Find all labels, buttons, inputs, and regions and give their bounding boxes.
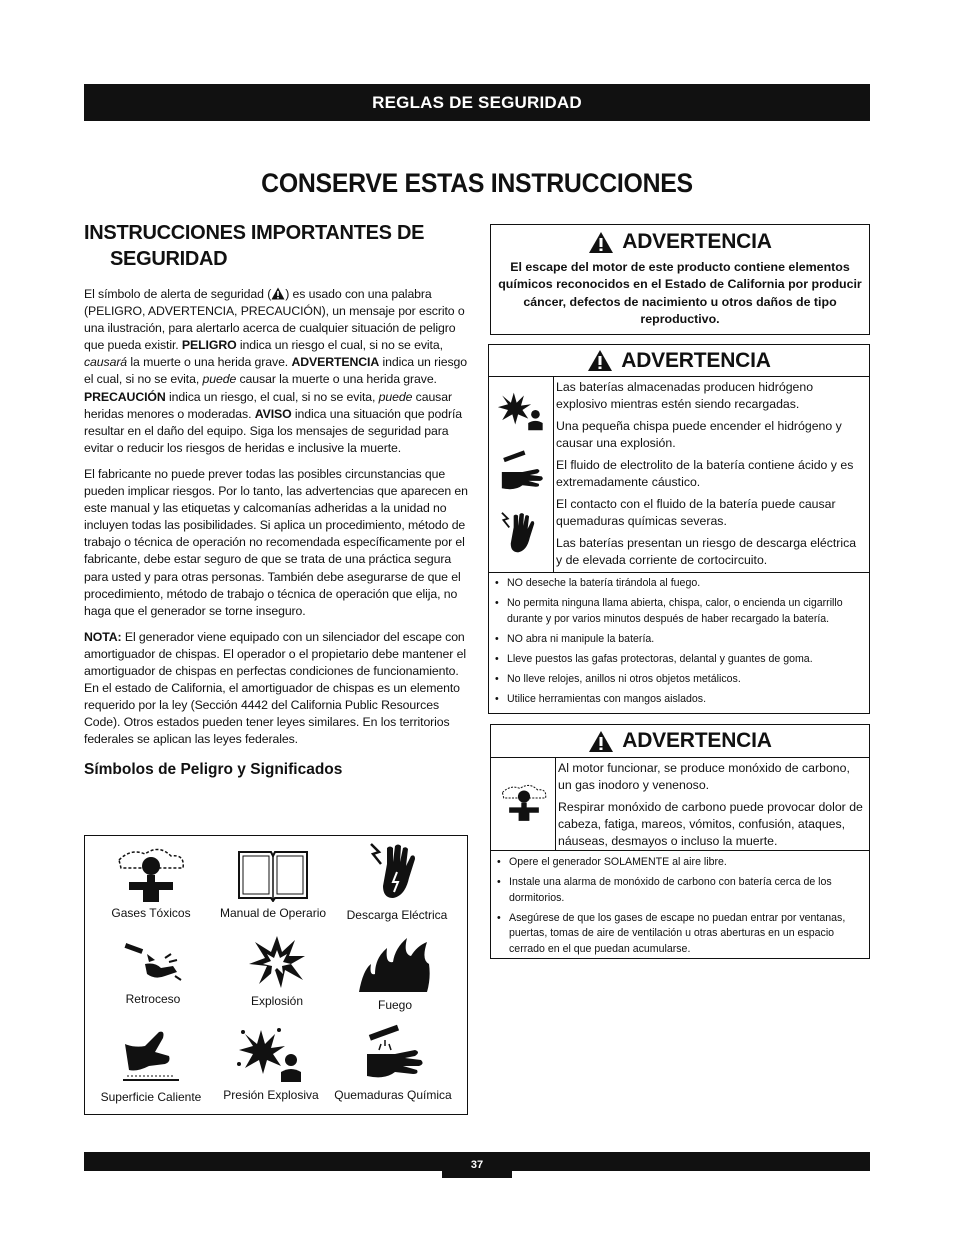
symbol-kickback [93, 940, 213, 1006]
symbol-caption: Presión Explosiva [223, 1088, 319, 1102]
hazard-item: Respirar monóxido de carbono puede provocar dolor de cabeza, fatiga, mareos, vómitos, confusión, ataques, náuseas, desmayos o incluso la muerte. [558, 800, 863, 848]
battery-precautions-list [489, 573, 869, 718]
left-column [84, 220, 468, 787]
co-hazard-table [491, 757, 869, 851]
symbol-explosive-pressure [211, 1024, 331, 1102]
warning-header [491, 725, 869, 757]
note-paragraph [84, 629, 468, 749]
list-item: • NO deseche la batería tirándola al fuego. [493, 576, 863, 592]
hot-surface-icon [119, 1026, 183, 1086]
alert-triangle-icon [588, 231, 614, 254]
section-title-line2: SEGURIDAD [110, 248, 228, 270]
alert-triangle-icon [588, 730, 614, 753]
warning-label: ADVERTENCIA [621, 348, 771, 372]
page-title: CONSERVE ESTAS INSTRUCCIONES [261, 168, 693, 198]
hazard-item: Una pequeña chispa puede encender el hidrógeno y causar una explosión. [556, 419, 842, 450]
note-label: NOTA: [84, 629, 122, 644]
warning-label: ADVERTENCIA [622, 230, 772, 253]
list-item: • No permita ninguna llama abierta, chispa, calor, o encienda un cigarrillo durante y por varios minutos después de haber recargado la batería. [493, 596, 863, 627]
section-title [84, 220, 468, 272]
hazard-item: Las baterías presentan un riesgo de descarga eléctrica y de elevada corriente de cortocircuito. [556, 536, 857, 567]
warning-label: ADVERTENCIA [622, 729, 772, 752]
symbol-toxic-gas [91, 846, 211, 920]
toxic-gas-icon [497, 780, 551, 824]
hazard-item: El fluido de electrolito de la batería contiene ácido y es extremadamente cáustico. [556, 458, 854, 489]
hazard-text-column [556, 758, 869, 850]
text-run: El símbolo de alerta de seguridad ( [84, 287, 272, 301]
battery-hazard-table [489, 377, 869, 573]
symbol-operator-manual [213, 846, 333, 920]
hazard-item: Al motor funcionar, se produce monóxido de carbono, un gas inodoro y venenoso. [558, 761, 850, 792]
list-item: • No lleve relojes, anillos ni otros objetos metálicos. [493, 672, 863, 688]
hazard-symbols-grid [84, 835, 468, 1115]
alert-triangle-icon [587, 349, 613, 372]
icon-column [491, 758, 556, 850]
list-item: • Opere el generador SOLAMENTE al aire libre. [495, 855, 863, 871]
page-number: 37 [442, 1152, 512, 1178]
note-text: El generador viene equipado con un silenciador del escape con amortiguador de chispas. El operador o el propietario debe mantener el amortiguador de chispas en perfectas condiciones de funcionamiento. En el estado de California, el amortiguador de chispas es un elemento requerido por la ley (Sección 4442 del California Public Resources Code). Otros estados pueden tener leyes similares. En los territorios federales se aplican las leyes federales. [84, 629, 466, 747]
symbol-fire [335, 934, 455, 1012]
hazard-item: El contacto con el fluido de la batería puede causar quemaduras químicas severas. [556, 497, 836, 528]
text-run: causar la muerte o una herida grave. [236, 372, 437, 387]
hazard-item: Las baterías almacenadas producen hidrógeno explosivo mientras estén siendo recargadas. [556, 380, 814, 411]
warning-box-carbon-monoxide [490, 724, 870, 959]
symbol-caption: Manual de Operario [219, 906, 327, 920]
intro-paragraph [84, 286, 468, 457]
symbol-caption: Quemaduras Química [334, 1088, 452, 1102]
warning-box-california [490, 224, 870, 335]
advertencia-term: ADVERTENCIA [291, 355, 380, 370]
explosive-pressure-icon [235, 1024, 307, 1084]
symbol-chemical-burn [333, 1024, 453, 1102]
text-run: la muerte o una herida grave. [127, 355, 292, 370]
alert-triangle-icon [271, 287, 285, 300]
co-precautions-list [491, 851, 869, 968]
list-item: • Utilice herramientas con mangos aislados. [493, 692, 863, 708]
symbol-caption: Explosión [250, 994, 304, 1008]
symbol-caption: Superficie Caliente [100, 1090, 202, 1104]
text-run: indica una situación que podría resultar en el daño del equipo. Siga los mensajes de seguridad para evitar o reducir los riesgos de heridas e inclusive la muerte. [84, 406, 463, 455]
icon-column [489, 377, 554, 572]
causara-term: causará [84, 355, 128, 370]
electric-shock-hand-icon [367, 842, 427, 904]
text-run: indica un riesgo, el cual, si no se evita, [165, 389, 379, 404]
manufacturer-paragraph: El fabricante no puede prever todas las posibles circunstancias que pueden implicar riesgos. Por lo tanto, las advertencias que aparecen en este manual y las etiquetas y calcomanías adheridas a la unidad no incluyen todas las posibilidades. Si aplica un procedimiento, método de trabajo o técnica de operación no recomendada específicamente por el fabricante, debe estar seguro de que se trata de una práctica segura para usted y para otras personas. También debe asegurarse de que el procedimiento, método de trabajo o técnica de operación que elija, no haga que el generador se torne inseguro. [84, 466, 468, 618]
fire-icon [357, 934, 433, 994]
text-run: causar heridas menores o moderadas. [84, 389, 452, 421]
list-item: • Lleve puestos las gafas protectoras, delantal y guantes de goma. [493, 652, 863, 668]
warning-header [489, 345, 869, 377]
puede-term: puede [202, 372, 237, 387]
list-item: • NO abra ni manipule la batería. [493, 632, 863, 648]
symbol-caption: Descarga Eléctrica [346, 908, 448, 922]
text-run: ) es usado con una palabra (PELIGRO, ADVERTENCIA, PRECAUCIÓN), un mensaje por escrito o una ilustración, para alertarlo acerca de cualquier situación de peligro que pueda existir. [84, 287, 465, 353]
warning-box-battery [488, 344, 870, 714]
explosive-pressure-icon [495, 387, 547, 433]
peligro-term: PELIGRO [181, 338, 237, 353]
toxic-gas-icon [111, 846, 191, 902]
kickback-icon [121, 940, 185, 988]
section-header [84, 84, 870, 121]
precaucion-term: PRECAUCIÓN [84, 389, 166, 404]
symbols-title: Símbolos de Peligro y Significados [84, 761, 343, 779]
list-item: • Instale una alarma de monóxido de carbono con batería cerca de los dormitorios. [495, 875, 863, 906]
aviso-term: AVISO [254, 406, 292, 421]
symbol-caption: Gases Tóxicos [111, 906, 191, 920]
symbol-explosion [217, 934, 337, 1008]
list-item: • Asegúrese de que los gases de escape no puedan entrar por ventanas, puertas, tomas de aire de ventilación u otras aberturas en un espacio cerrado en el que puedan acumularse. [495, 911, 863, 958]
warning-text: El escape del motor de este producto contiene elementos químicos reconocidos en el Estado de California por producir cáncer, defectos de nacimiento u otros daños de tipo reproductivo. [498, 260, 862, 327]
symbol-hot-surface [91, 1026, 211, 1104]
text-run: indica un riesgo el cual, si no se evita, [236, 338, 443, 353]
symbol-caption: Retroceso [125, 992, 181, 1006]
explosion-icon [247, 934, 307, 990]
book-icon [235, 846, 311, 902]
puede-term: puede [378, 389, 413, 404]
text-run: indica un riesgo el cual, si no se evita, [84, 355, 468, 387]
section-title-line1: INSTRUCCIONES IMPORTANTES DE [84, 222, 425, 244]
symbol-caption: Fuego [377, 998, 413, 1012]
section-header-title: REGLAS DE SEGURIDAD [372, 92, 582, 112]
symbol-electric-shock [337, 842, 457, 922]
chemical-burn-icon [355, 1024, 431, 1084]
warning-header [491, 225, 869, 259]
chemical-burn-icon [493, 449, 549, 495]
electric-shock-hand-icon [499, 509, 543, 559]
hazard-text-column [554, 377, 869, 572]
